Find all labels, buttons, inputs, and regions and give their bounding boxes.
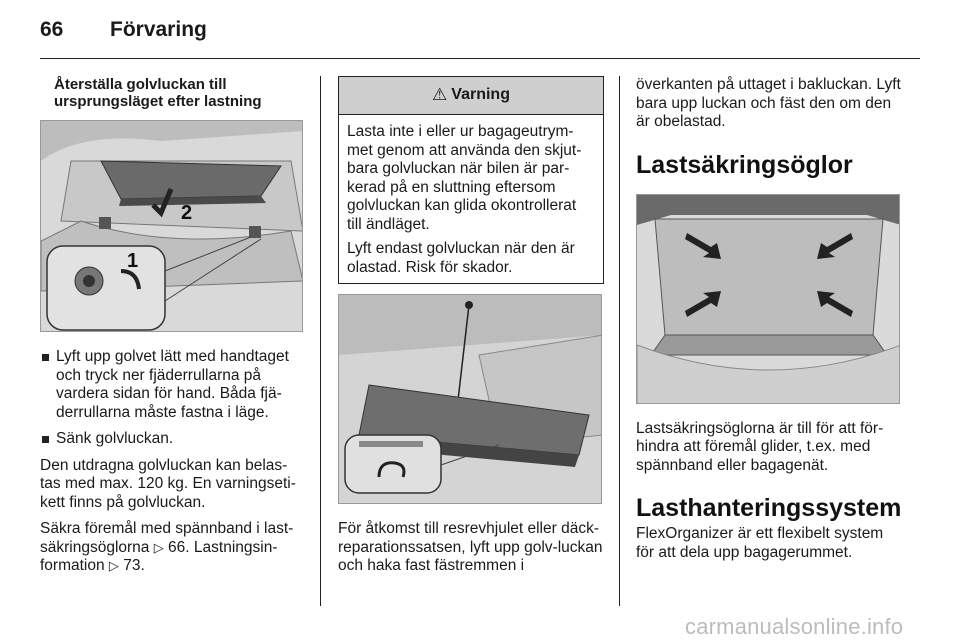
- figure-load-eyes: [636, 194, 900, 404]
- list-item: [40, 348, 306, 422]
- list-item: [40, 430, 306, 449]
- page-header: [40, 18, 207, 48]
- warning-text: Lasta inte i eller ur bagageutrym-met genom att använda den skjut-bara golvluckan när bilen är par-kerad på en sluttning eftersom golvluckan kan glida okontrollerat till ändläget.: [347, 123, 582, 233]
- warning-header: [339, 77, 603, 115]
- cross-reference-link[interactable]: 73.: [123, 557, 145, 574]
- watermark: carmanualsonline.info: [685, 614, 904, 639]
- bullet-marker: [42, 436, 49, 443]
- column-1: [40, 76, 306, 576]
- bullet-text: Lyft upp golvet lätt med handtaget och tryck ner fjäderrullarna på vardera sidan för hand. Båda fjä-derrullarna måste fastna i läge.: [56, 348, 289, 421]
- paragraph-load: Den utdragna golvluckan kan belas-tas med max. 120 kg. En varningseti-kett finns på golvluckan.: [40, 456, 296, 511]
- figure-floor-panel: [40, 120, 303, 332]
- heading-load-eyes: Lastsäkringsöglor: [636, 150, 853, 179]
- bullet-marker: [42, 354, 49, 361]
- paragraph-load-eyes: Lastsäkringsöglorna är till för att för-hindra att föremål glider, t.ex. med spännband eller bagagenät.: [636, 419, 884, 474]
- warning-icon: ⚠: [432, 85, 448, 105]
- step-1-label: 1: [127, 250, 139, 272]
- header-rule: [40, 58, 920, 59]
- warning-title: Varning: [451, 86, 510, 104]
- text-span: Säkra föremål med spännband i last-säkringsöglorna: [40, 520, 294, 556]
- bullet-list: [40, 348, 306, 449]
- heading-load-management: Lasthanteringssystem: [636, 494, 902, 522]
- warning-text: Lyft endast golvluckan när den är olastad. Risk för skador.: [347, 240, 575, 276]
- paragraph-flexorganizer: FlexOrganizer är ett flexibelt system för att dela upp bagagerummet.: [636, 525, 884, 561]
- warning-body: [339, 115, 603, 283]
- paragraph-secure: [40, 520, 306, 576]
- subheading: Återställa golvluckan till ursprungsläget efter lastning: [54, 76, 262, 110]
- step-2-label: 2: [181, 202, 193, 224]
- column-divider-1: [320, 76, 321, 606]
- column-divider-2: [619, 76, 620, 606]
- cross-reference-link[interactable]: 66. Lastningsin-formation: [40, 538, 278, 574]
- page-number: 66: [40, 18, 64, 41]
- reference-arrow-icon: ▷: [108, 558, 119, 573]
- warning-box: [338, 76, 604, 284]
- column-3: [636, 76, 902, 562]
- bullet-text: Sänk golvluckan.: [56, 430, 174, 447]
- section-title: Förvaring: [110, 18, 207, 41]
- reference-arrow-icon: ▷: [153, 539, 164, 555]
- figure-spare-wheel: [338, 294, 602, 504]
- paragraph-continue: överkanten på uttaget i bakluckan. Lyft bara upp luckan och fäst den om den är obelastad.: [636, 76, 901, 130]
- paragraph-access: För åtkomst till resrevhjulet eller däck-reparationssatsen, lyft upp golv-luckan och haka fast fästremmen i: [338, 520, 603, 574]
- column-2: [338, 76, 604, 576]
